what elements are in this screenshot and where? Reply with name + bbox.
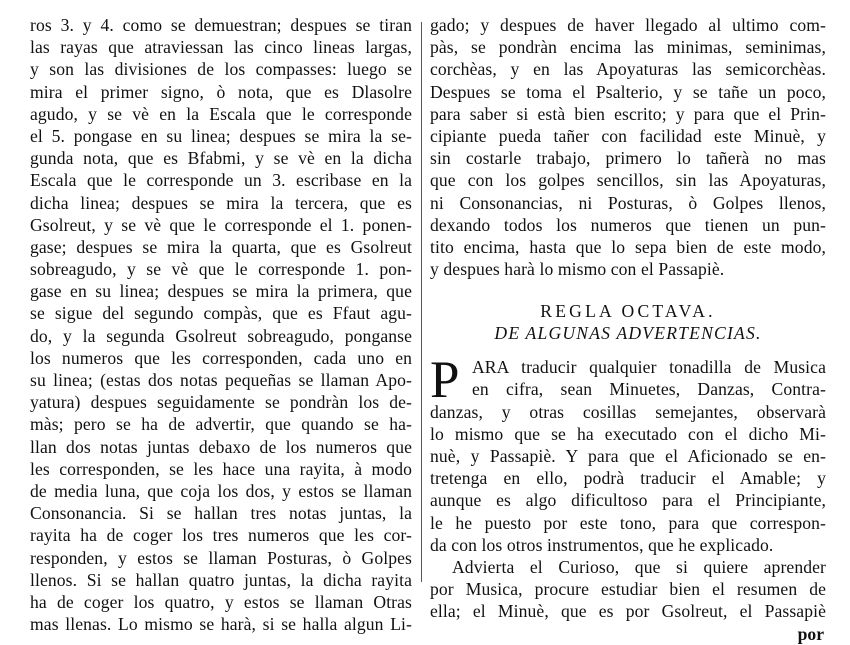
column-divider xyxy=(421,22,422,582)
paragraph-continued xyxy=(430,14,826,280)
text-line: ella; el Minuè, que es por Gsolreut, el Passapiè xyxy=(430,601,826,622)
text-line: y son las divisiones de los compasses: luego se xyxy=(30,59,412,80)
drop-cap: P xyxy=(430,351,460,410)
text-line: da con los otros instrumentos, que he explicado. xyxy=(430,534,774,555)
text-line: Consonancia. Si se hallan tres notas juntas, la xyxy=(30,503,412,524)
section-heading: REGLA OCTAVA. xyxy=(540,301,716,322)
text-line: rayita ha de coger los tres numeros que les cor- xyxy=(30,525,412,546)
text-line: danzas, y otras cosillas semejantes, observarà xyxy=(430,401,826,422)
text-line: Advierta el Curioso, que si quiere aprender xyxy=(452,556,826,577)
left-column xyxy=(30,14,412,635)
text-line: llan dos notas juntas debaxo de los numeros que xyxy=(30,436,412,457)
text-line: mira el primer signo, ò nota, que es Dlasolre xyxy=(30,81,412,102)
text-line: lo mismo que se ha executado con el dicho Mi- xyxy=(430,423,826,444)
text-line: agudo, y se vè en la Escala que le corresponde xyxy=(30,103,412,124)
text-line: gase; despues se mira la quarta, que es Gsolreut xyxy=(30,236,412,257)
right-column xyxy=(430,14,826,645)
text-line: gado; y despues de haver llegado al ultimo com- xyxy=(430,15,826,35)
catchword: por xyxy=(797,623,824,644)
text-line: màs; pero se ha de advertir, que quando se ha- xyxy=(30,414,412,435)
text-line: llenos. Si se hallan quatro juntas, la dicha rayita xyxy=(30,569,412,590)
text-line: de media luna, que coja los dos, y estos se llaman xyxy=(30,480,412,501)
text-line: Despues se toma el Psalterio, y se tañe un poco, xyxy=(430,81,826,102)
text-line: gunda nota, que es Bfabmi, y se vè en la dicha xyxy=(30,148,412,169)
text-line: les corresponden, se les hace una rayita, à modo xyxy=(30,458,412,479)
text-line: el 5. pongase en su linea; despues se mira la se- xyxy=(30,125,412,146)
paragraph-advice xyxy=(430,556,826,623)
text-line: corchèas, y en las Apoyaturas las semicorchèas. xyxy=(430,59,826,80)
section-subheading: DE ALGUNAS ADVERTENCIAS. xyxy=(494,323,762,344)
text-line: que con los golpes sencillos, sin las Apoyaturas, xyxy=(430,170,826,191)
text-line: yatura) despues seguidamente se pondràn los de- xyxy=(30,392,412,413)
text-line: su linea; (estas dos notas pequeñas se llaman Apo- xyxy=(30,370,412,390)
text-line: los numeros que les corresponden, cada uno en xyxy=(30,347,412,368)
text-line: en cifra, sean Minuetes, Danzas, Contra- xyxy=(472,379,826,400)
text-line: ARA traducir qualquier tonadilla de Musica xyxy=(472,357,826,378)
text-line: tito encima, hasta que lo sepa bien de este modo, xyxy=(430,236,826,257)
text-line: Escala que le corresponde un 3. escribase en la xyxy=(30,170,412,191)
text-line: nuè, y Passapiè. Y para que el Aficionado se en- xyxy=(430,446,826,466)
text-line: tretenga en ello, podrà traducir el Amable; y xyxy=(430,468,826,489)
text-line: ha de coger los quatro, y estos se llaman Otras xyxy=(30,591,412,612)
text-line: por Musica, procure estudiar bien el resumen de xyxy=(430,579,826,600)
text-line: dicha linea; despues se mira la tercera, que es xyxy=(30,192,412,213)
text-line: Gsolreut, y se vè que le corresponde el 1. ponen- xyxy=(30,214,412,235)
text-line: le he puesto por este tono, para que correspon- xyxy=(430,512,826,533)
text-line: sobreagudo, y se vè que le corresponde 1. pon- xyxy=(30,259,412,280)
text-line: dexando todos los numeros que tienen un pun- xyxy=(430,214,826,235)
text-line: las rayas que atraviessan las cinco lineas largas, xyxy=(30,37,412,58)
text-line: para saber si està bien escrito; y para que el Prin- xyxy=(430,103,826,124)
text-line: gase en su linea; despues se mira la primera, que xyxy=(30,281,412,302)
text-line: aunque es algo dificultoso para el Principiante, xyxy=(430,490,826,511)
text-line: do, y la segunda Gsolreut sobreagudo, ponganse xyxy=(30,325,412,346)
text-line: responden, y estos se llaman Posturas, ò Golpes xyxy=(30,547,412,568)
text-line: sin costarle trabajo, primero lo tañerà no mas xyxy=(430,148,826,169)
text-line: mas llenas. Lo mismo se harà, si se halla algun Li- xyxy=(30,614,412,635)
text-line: ros 3. y 4. como se demuestran; despues se tiran xyxy=(30,15,412,35)
text-line: y despues harà lo mismo con el Passapiè. xyxy=(430,259,725,280)
text-line: ni Consonancias, ni Posturas, ò Golpes llenos, xyxy=(430,192,826,213)
text-line: cipiante pueda tañer con facilidad este Minuè, y xyxy=(430,125,826,146)
text-line: pàs, se pondràn encima las minimas, seminimas, xyxy=(430,37,826,58)
paragraph-rule-octava xyxy=(430,351,826,556)
text-line: se sigue del segundo compàs, que es Ffaut agu- xyxy=(30,303,412,324)
